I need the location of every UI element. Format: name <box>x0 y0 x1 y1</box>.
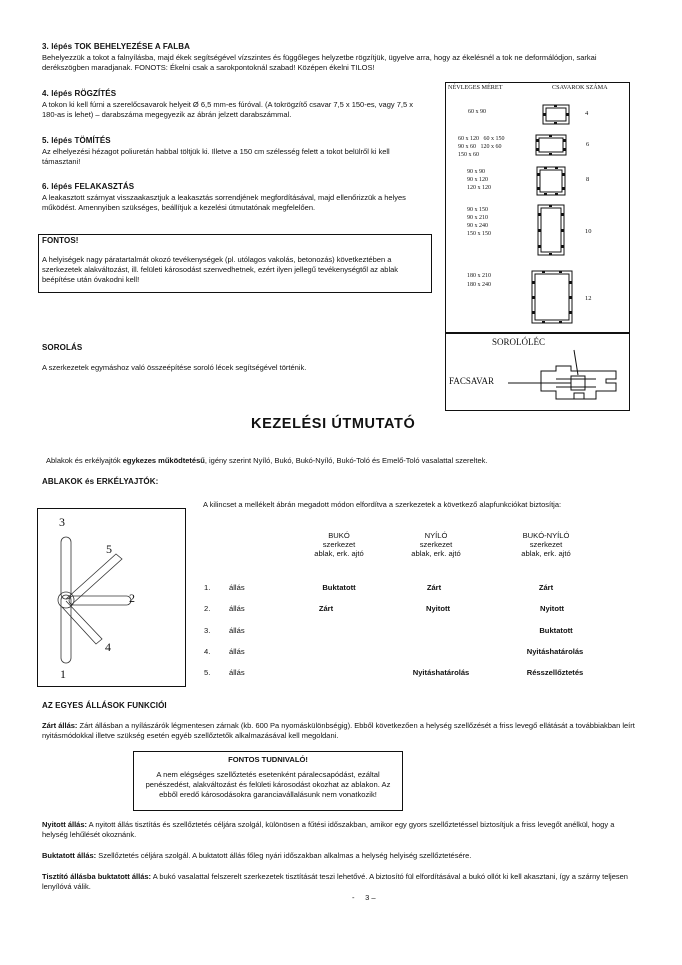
sorololec-drawing <box>446 333 629 410</box>
cell: Buktatott <box>539 626 573 635</box>
step6-text: A leakasztott szárnyat visszaakasztjuk a leakasztás sorrendjének megfordításával, majd ellenőrizzük a helyes működést. Amennyiben szükséges, beállítjuk a kezelési útmutatónak megfelelően. <box>42 193 406 212</box>
col-buko <box>299 531 379 559</box>
cell: Résszellőztetés <box>526 668 584 677</box>
position-5-label: 5 <box>106 542 112 556</box>
handle-positions-diagram <box>37 508 186 687</box>
step3-text: Behelyezzük a tokot a falnyílásba, majd ékek segítségével vízszintes és függőleges helyzetbe rögzítjük, ügyelve arra, hogy az ékelésnél a tok ne deformálódjon, sarkai derékszögben maradjanak. FONOTS: Ékelni csak a sarokpontoknál szabad! Középen ékelni TILOS! <box>42 53 597 72</box>
count-label: 12 <box>585 295 592 302</box>
step6-heading: 6. lépés FELAKASZTÁS <box>42 182 135 191</box>
nyitott-paragraph <box>42 820 642 840</box>
size-label: 150 x 60 <box>458 152 479 158</box>
row-label: állás <box>229 668 245 677</box>
col-sub: ablak, erk. ajtó <box>411 549 461 559</box>
step4-text: A tokon ki kell fúrni a szerelőcsavarok helyeit Ø 6,5 mm-es fúróval. (A tokrögzítő csavar 7,5 x 150-es, vagy 7,5 x 180-as is lehet) – darabszáma megegyezik az ábrán jelzett darabszámmal. <box>42 100 413 119</box>
row-num: 1. <box>204 583 211 592</box>
cell: Nyitáshatárolás <box>526 647 584 656</box>
count-label: 6 <box>586 141 590 148</box>
step4-heading: 4. lépés RÖGZÍTÉS <box>42 89 117 98</box>
zart-label: Zárt állás: <box>42 721 78 730</box>
col-sub: szerkezet <box>322 540 356 550</box>
row-label: állás <box>229 647 245 656</box>
intro-post: , igény szerint Nyíló, Bukó, Bukó-Nyíló, Bukó-Toló és Emelő-Toló vasalattal szereltek. <box>204 456 488 465</box>
tisztito-text: A bukó vasalattal felszerelt szerkezetek tisztítását teszi lehetővé. A biztosító fül elfordításával a bukó ollót ki kell akasztani, így a szárny teljesen lenyílóvá válik. <box>42 872 628 891</box>
size-label: 90 x 90 <box>467 169 485 175</box>
col-nyilo <box>396 531 476 559</box>
size-label: 180 x 240 <box>467 282 491 288</box>
cell: Zárt <box>538 583 554 592</box>
size-label: 90 x 150 <box>467 207 488 213</box>
col-sub: ablak, erk. ajtó <box>314 549 364 559</box>
row-num: 5. <box>204 668 211 677</box>
fontos-box <box>38 234 432 293</box>
handle-text: A kilincset a mellékelt ábrán megadott módon elfordítva a szerkezetek a következő alapfunkciókat biztosítja: <box>203 500 562 509</box>
size-label: 90 x 120 <box>467 177 488 183</box>
cell: Nyitott <box>539 604 565 613</box>
zart-paragraph <box>42 721 642 741</box>
nyitott-text: A nyitott állás tisztítás és szellőztetés céljára szolgál, különösen a fűtési időszakban, amikor egy gyors szellőztetéssel biztosítjuk a friss levegőt anélkül, hogy a helység lehűlését okoznánk. <box>42 820 615 839</box>
diagram-header-count: CSAVAROK SZÁMA <box>552 84 608 91</box>
page-number: - 3 – <box>352 893 376 902</box>
fontos-text: A helyiségek nagy páratartalmát okozó tevékenységek (pl. utólagos vakolás, betonozás) következtében a szerkezetek alakváltozást, ill. felületi károsodást szenvedhetnek, ezért ilyen jellegű tevékenységtől az ablak beépítése után óvakodni kell! <box>42 255 399 284</box>
cell: Buktatott <box>322 583 356 592</box>
nyitott-label: Nyitott állás: <box>42 820 88 829</box>
buktatott-paragraph <box>42 851 642 861</box>
diagram-header-size: NÉVLEGES MÉRET <box>448 84 503 91</box>
row-num: 2. <box>204 604 211 613</box>
screw-count-diagram <box>445 82 630 334</box>
position-2-label: 2 <box>129 591 135 605</box>
step3-heading: 3. lépés TOK BEHELYEZÉSE A FALBA <box>42 42 190 51</box>
col-name: NYÍLÓ <box>424 531 448 540</box>
intro-text <box>46 456 487 466</box>
size-label: 60 x 120 60 x 150 <box>458 136 505 142</box>
sorolas-heading: SOROLÁS <box>42 343 83 352</box>
sorololec-label: SOROLÓLÉC <box>492 337 546 347</box>
col-sub: szerkezet <box>419 540 453 550</box>
col-name: BUKÓ <box>328 531 350 540</box>
position-3-label: 3 <box>59 515 65 529</box>
fontos-heading: FONTOS! <box>42 236 79 245</box>
fontos2-heading: FONTOS TUDNIVALÓ! <box>228 755 308 764</box>
step5-heading: 5. lépés TÖMÍTÉS <box>42 136 111 145</box>
step5-text: Az elhelyezési hézagot poliuretán habbal töltjük ki. Illetve a 150 cm szélesség felett a tokot belülről ki kell támasztani! <box>42 147 390 166</box>
col-sub: ablak, erk. ajtó <box>521 549 571 559</box>
cell: Nyitott <box>425 604 451 613</box>
size-label: 90 x 60 120 x 60 <box>458 144 502 150</box>
size-label: 90 x 240 <box>467 223 488 229</box>
fontos2-text: A nem elégséges szellőztetés esetenként páralecsapódást, ezáltal penészedést, alakváltozást és felületi károsodást okozhat az ablakon. Az ebből eredő károsodásokra garanciavállalásunk nem vonatkozik! <box>145 770 391 800</box>
functions-heading: AZ EGYES ÁLLÁSOK FUNKCIÓI <box>42 701 167 710</box>
col-sub: szerkezet <box>529 540 563 550</box>
tisztito-paragraph <box>42 872 642 892</box>
row-label: állás <box>229 604 245 613</box>
count-label: 4 <box>585 110 589 117</box>
sorolas-text: A szerkezetek egymáshoz való összeépítése soroló lécek segítségével történik. <box>42 363 307 372</box>
buktatott-text: Szellőztetés céljára szolgál. A buktatott állás főleg nyári időszakban alkalmas a helység helyiség szellőztetésére. <box>96 851 472 860</box>
size-label: 180 x 210 <box>467 273 491 279</box>
row-label: állás <box>229 583 245 592</box>
facsavar-label: FACSAVAR <box>449 376 495 386</box>
col-name: BUKÓ-NYÍLÓ <box>522 531 570 540</box>
windows-subheading: ABLAKOK és ERKÉLYAJTÓK: <box>42 477 159 486</box>
handle-drawing <box>38 509 185 686</box>
col-buko-nyilo <box>506 531 586 559</box>
intro-bold: egykezes működtetésű <box>122 456 205 465</box>
cell: Zárt <box>426 583 442 592</box>
row-num: 4. <box>204 647 211 656</box>
intro-pre: Ablakok és erkélyajtók <box>46 456 123 465</box>
size-label: 90 x 210 <box>467 215 488 221</box>
count-label: 10 <box>585 228 592 235</box>
row-num: 3. <box>204 626 211 635</box>
fontos-tudnivalo-box <box>133 751 403 811</box>
size-label: 60 x 90 <box>468 109 486 115</box>
cell: Nyitáshatárolás <box>412 668 470 677</box>
tisztito-label: Tisztító állásba buktatott állás: <box>42 872 152 881</box>
position-4-label: 4 <box>105 640 111 654</box>
size-label: 150 x 150 <box>467 231 491 237</box>
cell: Zárt <box>318 604 334 613</box>
count-label: 8 <box>586 176 590 183</box>
sorololec-diagram <box>445 332 630 411</box>
row-label: állás <box>229 626 245 635</box>
buktatott-label: Buktatott állás: <box>42 851 97 860</box>
position-1-label: 1 <box>60 667 66 681</box>
page-title: KEZELÉSI ÚTMUTATÓ <box>251 416 416 432</box>
size-label: 120 x 120 <box>467 185 491 191</box>
zart-text: Zárt állásban a nyílászárók légmentesen zárnak (kb. 600 Pa nyomáskülönbségig). Ebből következően a helység szellőzését a friss levegő ellátását a továbbiakban leírt nyitásmódokkal illetve szükség esetén egyéb szellőztetők alkalmazásával kell megoldani. <box>42 721 635 740</box>
